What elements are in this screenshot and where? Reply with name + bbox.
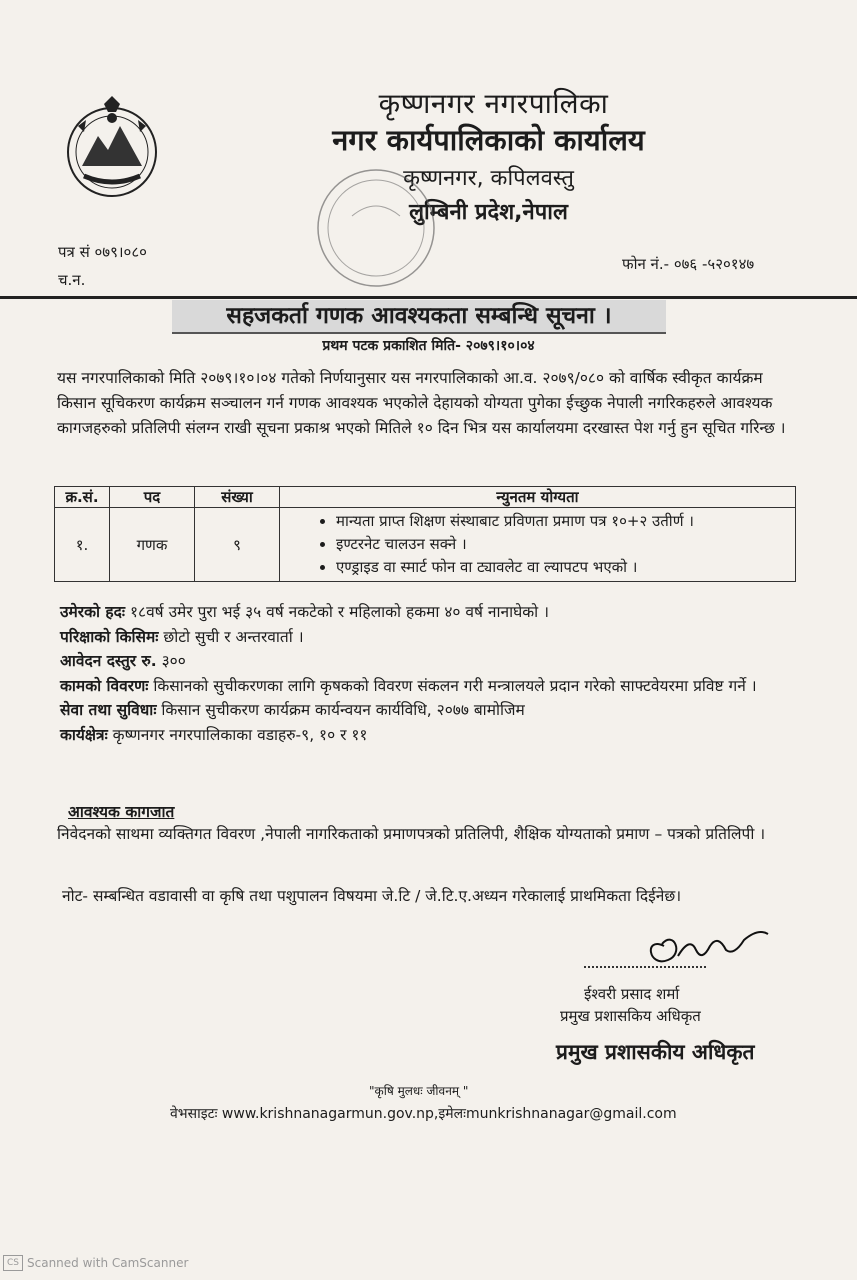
footer-contact: वेभसाइटः www.krishnanagarmun.gov.np,इमेलःmunkrishnanagar@gmail.com	[170, 1106, 677, 1122]
signature	[634, 916, 774, 980]
fee-label: आवेदन दस्तुर रु.	[60, 652, 157, 670]
age-limit	[60, 600, 800, 625]
service-label: सेवा तथा सुविधाः	[60, 701, 157, 719]
documents-heading: आवश्यक कागजात	[68, 803, 175, 821]
service-benefits	[60, 698, 800, 723]
footer-motto: "कृषि मुलधः जीवनम् "	[369, 1084, 469, 1098]
column-header-count: संख्या	[195, 487, 280, 508]
requirements-list	[320, 510, 795, 579]
notice-paragraph: यस नगरपालिकाको मिति २०७९।१०।०४ गतेको निर्णयानुसार यस नगरपालिकाको आ.व. २०७९/०८० को वार्षिक स्वीकृत कार्यक्रम किसान सूचिकरण कार्यक्रम सञ्चालन गर्न गणक आवश्यक भएकोले देहायको योग्यता पुगेका ईच्छुक नेपाली नगरिकहरुले आवश्यक कागजहरुको प्रतिलिपी संलग्न राखी सूचना प्रकाश्र भएको मितिले १० दिन भित्र यस कार्यालयमा दरखास्त पेश गर्नु हुन सूचित गरिन्छ ।	[57, 369, 786, 437]
work-area	[60, 723, 800, 748]
designation-stamp: प्रमुख प्रशासकीय अधिकृत	[556, 1040, 755, 1064]
age-label: उमेरको हदः	[60, 603, 126, 621]
documents-body: निवेदनको साथमा व्यक्तिगत विवरण ,नेपाली नागरिकताको प्रमाणपत्रको प्रतिलिपी, शैक्षिक योग्यताको प्रमाण – पत्रको प्रतिलिपी ।	[57, 825, 766, 843]
list-item: • एण्ड्राइड वा स्मार्ट फोन वा ट्यावलेट वा ल्यापटप भएको ।	[336, 556, 795, 579]
notice-title: सहजकर्ता गणक आवश्यकता सम्बन्धि सूचना ।	[172, 300, 666, 334]
camscanner-logo-icon: CS	[3, 1255, 23, 1271]
phone-number: फोन नं.- ०७६ -५२०१४७	[622, 255, 755, 273]
column-header-post: पद	[110, 487, 195, 508]
scanner-label: Scanned with CamScanner	[27, 1256, 189, 1270]
cell-sn: १.	[55, 508, 110, 582]
column-header-qualification: न्युनतम योग्यता	[280, 487, 796, 508]
scanner-watermark	[3, 1255, 188, 1271]
list-item: • मान्यता प्राप्त शिक्षण संस्थाबाट प्रविणता प्रमाण पत्र १०+२ उतीर्ण ।	[336, 510, 795, 533]
table-header-row	[55, 487, 796, 508]
office-name: नगर कार्यपालिकाको कार्यालय	[332, 123, 645, 157]
office-location: कृष्णनगर, कपिलवस्तु	[403, 166, 574, 191]
exam-value: छोटो सुची र अन्तरवार्ता ।	[158, 627, 304, 646]
service-value: किसान सुचीकरण कार्यक्रम कार्यन्वयन कार्यविधि, २०७७ बामोजिम	[156, 701, 525, 719]
work-label: कामको विवरणः	[60, 676, 149, 695]
signatory-title: प्रमुख प्रशासकिय अधिकृत	[560, 1007, 701, 1025]
office-seal	[312, 166, 440, 290]
notice-subtitle: प्रथम पटक प्रकाशित मिति- २०७९।१०।०४	[322, 338, 535, 354]
work-value: किसानको सुचीकरणका लागि कृषकको विवरण संकलन गरी मन्त्रालयले प्रदान गरेको साफ्टवेयरमा प्रविष्ट गर्ने ।	[148, 676, 757, 695]
cell-requirements	[280, 508, 796, 582]
cell-post: गणक	[110, 508, 195, 582]
list-item: • इण्टरनेट चालउन सक्ने ।	[336, 533, 795, 556]
municipality-name: कृष्णनगर नगरपालिका	[378, 87, 609, 120]
table-row	[55, 508, 796, 582]
priority-note: नोट- सम्बन्धित वडावासी वा कृषि तथा पशुपालन विषयमा जे.टि / जे.टि.ए.अध्यन गरेकालाई प्राथमिकता दिईनेछ।	[62, 887, 682, 905]
fee-value: ३००	[156, 652, 186, 670]
area-value: कृष्णनगर नगरपालिकाका वडाहरु-९, १० र ११	[107, 725, 368, 744]
job-details	[60, 600, 800, 747]
qualification-table	[54, 486, 796, 582]
work-description	[60, 674, 800, 699]
application-fee	[60, 649, 800, 674]
letter-number: पत्र सं ०७९।०८०	[58, 243, 147, 261]
age-value: १८वर्ष उमेर पुरा भई ३५ वर्ष नकटेको र महिलाको हकमा ४० वर्ष नानाघेको ।	[125, 603, 549, 621]
signatory-name: ईश्वरी प्रसाद शर्मा	[584, 985, 680, 1003]
exam-type	[60, 625, 800, 650]
column-header-sn: क्र.सं.	[55, 487, 110, 508]
header-divider	[0, 296, 857, 299]
cell-count: ९	[195, 508, 280, 582]
dispatch-number: च.न.	[58, 271, 86, 289]
office-province: लुम्बिनी प्रदेश,नेपाल	[409, 200, 568, 225]
area-label: कार्यक्षेत्रः	[60, 725, 108, 744]
signature-line	[584, 966, 706, 968]
exam-label: परिक्षाको किसिमः	[60, 627, 159, 646]
